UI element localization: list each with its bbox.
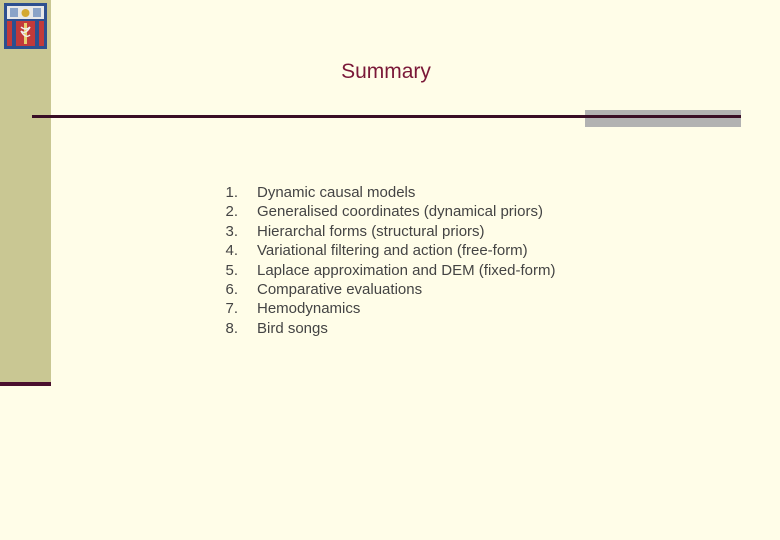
- list-item: [210, 319, 555, 338]
- list-item: [210, 241, 555, 260]
- university-crest-icon: [4, 3, 47, 49]
- list-item-text: Laplace approximation and DEM (fixed-form): [257, 261, 556, 279]
- list-item: [210, 183, 555, 202]
- list-item-number: 3.: [225, 222, 238, 240]
- list-item-number: 4.: [225, 242, 238, 260]
- list-item-number: 5.: [225, 261, 238, 279]
- list-item-text: Generalised coordinates (dynamical priors): [257, 203, 543, 221]
- list-item: [210, 280, 555, 299]
- summary-list: [210, 183, 555, 338]
- sidebar-divider: [0, 382, 51, 386]
- title-underline-accent: [585, 110, 741, 127]
- list-item-text: Variational filtering and action (free-form): [257, 242, 528, 260]
- list-item-text: Hemodynamics: [257, 300, 361, 318]
- list-item-number: 8.: [225, 319, 238, 337]
- list-item: [210, 202, 555, 221]
- list-item: [210, 261, 555, 280]
- title-underline-accent-line: [585, 115, 741, 118]
- list-item-number: 1.: [225, 184, 238, 201]
- list-item: [210, 222, 555, 241]
- slide-title: Summary: [341, 60, 431, 83]
- list-item-text: Bird songs: [257, 319, 328, 337]
- list-item-text: Dynamic causal models: [257, 184, 416, 201]
- list-item-text: Comparative evaluations: [257, 280, 423, 298]
- list-item: [210, 299, 555, 318]
- list-item-number: 6.: [225, 280, 238, 298]
- sidebar-band: [0, 0, 51, 383]
- list-item-number: 7.: [225, 300, 238, 318]
- list-item-number: 2.: [225, 203, 238, 221]
- list-item-text: Hierarchal forms (structural priors): [257, 222, 485, 240]
